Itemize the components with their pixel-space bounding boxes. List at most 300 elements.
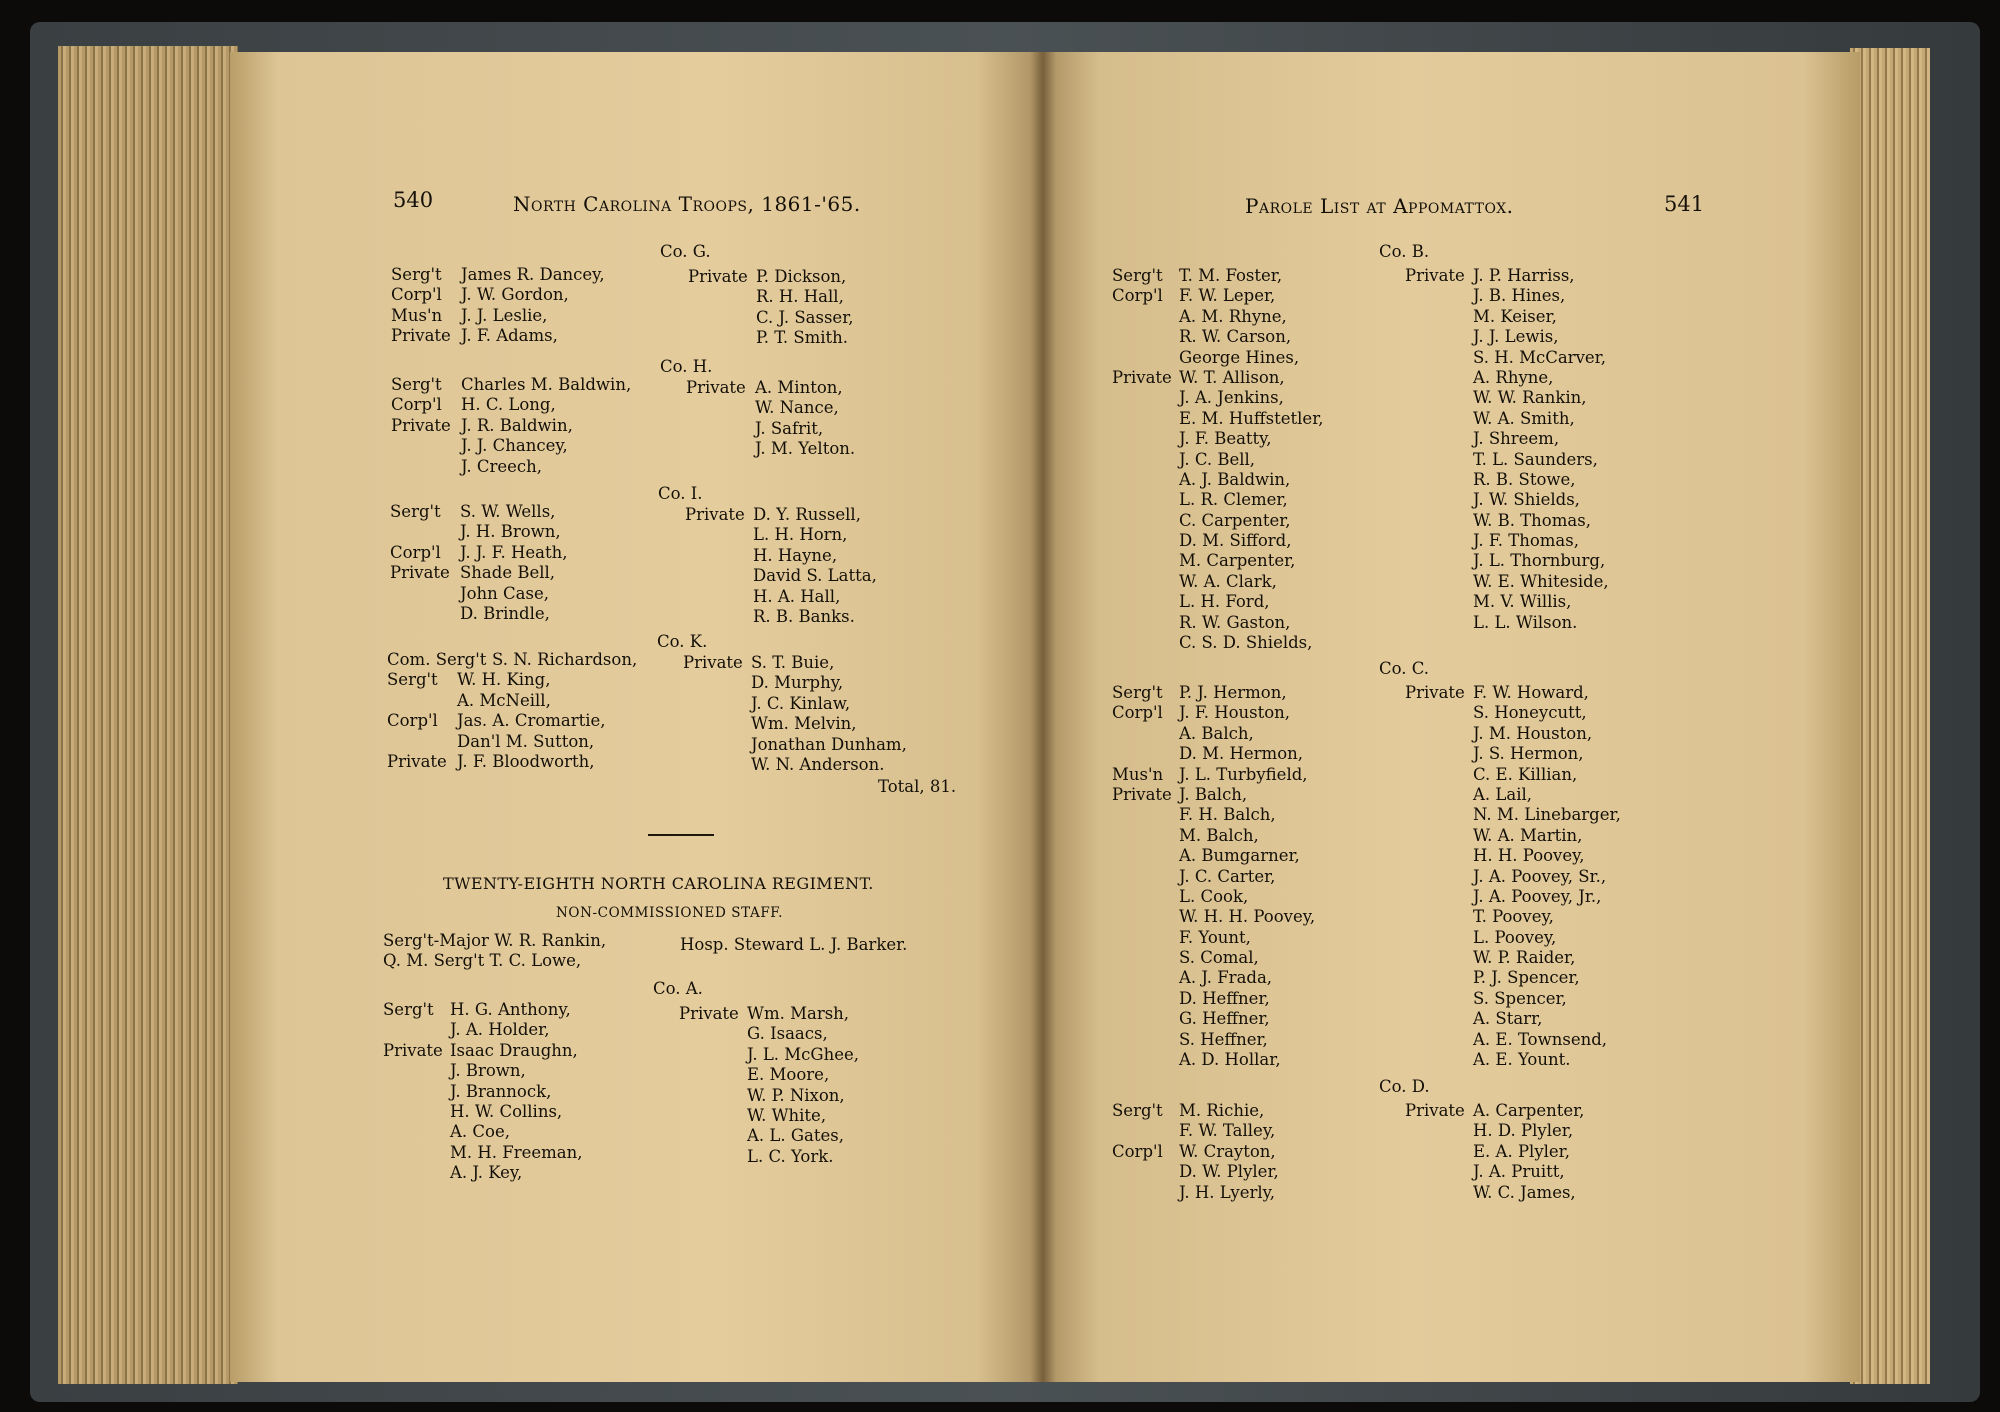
roster-entry: [1405, 1030, 1665, 1050]
soldier-name: John Case,: [460, 583, 549, 603]
soldier-name: D. Brindle,: [460, 603, 550, 623]
soldier-name: H. G. Anthony,: [450, 1000, 571, 1019]
soldier-name: H. H. Poovey,: [1473, 846, 1585, 866]
roster-entry: [1405, 348, 1665, 368]
roster-entry: [1112, 429, 1372, 449]
roster-entry: [688, 267, 928, 287]
soldier-name: S. Heffner,: [1179, 1029, 1268, 1049]
regiment-title: TWENTY-EIGHTH NORTH CAROLINA REGIMENT.: [443, 874, 874, 893]
rank-label: Private: [1405, 1101, 1465, 1120]
roster-entry: [1112, 388, 1372, 408]
rank-label: Serg't: [1112, 1101, 1163, 1120]
soldier-name: W. C. James,: [1473, 1182, 1576, 1202]
roster-entry: [1112, 1142, 1372, 1162]
roster-entry: [1405, 765, 1665, 785]
roster-entry: [1112, 490, 1372, 510]
soldier-name: A. J. Key,: [450, 1163, 523, 1183]
roster-column: [1405, 1101, 1665, 1203]
soldier-name: J. A. Pruitt,: [1473, 1162, 1565, 1182]
company-heading: Co. C.: [1379, 659, 1430, 678]
soldier-name: L. C. York.: [747, 1146, 834, 1166]
soldier-name: J. J. Chancey,: [461, 436, 568, 456]
soldier-name: J. J. Lewis,: [1473, 327, 1559, 347]
roster-entry: [390, 584, 650, 604]
rank-label: Serg't: [391, 375, 442, 394]
roster-entry: [1405, 429, 1665, 449]
roster-entry: [1405, 1050, 1665, 1070]
roster-entry: [683, 735, 923, 755]
soldier-name: S. W. Wells,: [460, 502, 556, 521]
soldier-name: A. M. Rhyne,: [1179, 306, 1287, 326]
rank-label: Private: [1112, 784, 1172, 804]
roster-entry: [390, 563, 650, 583]
roster-entry: [1405, 703, 1665, 723]
rank-label: Private: [390, 563, 450, 583]
roster-entry: [1112, 1050, 1372, 1070]
roster-entry: [391, 285, 651, 305]
soldier-name: H. C. Long,: [461, 395, 556, 415]
soldier-name: T. L. Saunders,: [1473, 449, 1598, 469]
rank-label: Private: [679, 1004, 739, 1023]
company-heading: Co. B.: [1379, 242, 1430, 261]
soldier-name: G. Heffner,: [1179, 1009, 1270, 1029]
rank-label: Corp'l: [1112, 1141, 1163, 1161]
page-edges-right: [1850, 48, 1930, 1384]
soldier-name: Isaac Draughn,: [450, 1040, 578, 1060]
roster-entry: [686, 419, 926, 439]
soldier-name: C. S. D. Shields,: [1179, 633, 1313, 653]
rank-label: Mus'n: [391, 305, 443, 325]
soldier-name: D. M. Sifford,: [1179, 531, 1292, 551]
roster-entry: [1112, 266, 1372, 286]
roster-entry: [1112, 826, 1372, 846]
soldier-name: W. A. Clark,: [1179, 571, 1277, 591]
company-heading: Co. D.: [1379, 1077, 1430, 1096]
rank-label: Private: [683, 653, 743, 672]
soldier-name: R. W. Carson,: [1179, 327, 1292, 347]
soldier-name: J. Brannock,: [450, 1081, 552, 1101]
roster-entry: [683, 714, 923, 734]
soldier-name: W. P. Nixon,: [747, 1085, 845, 1105]
roster-column: [685, 505, 925, 627]
roster-entry: [685, 566, 925, 586]
roster-entry: [391, 457, 651, 477]
soldier-name: W. Crayton,: [1179, 1141, 1276, 1161]
roster-entry: [1112, 744, 1372, 764]
soldier-name: J. Brown,: [450, 1061, 526, 1081]
roster-entry: [1405, 1142, 1665, 1162]
roster-column: [1112, 1101, 1372, 1203]
soldier-name: E. M. Huffstetler,: [1179, 408, 1324, 428]
soldier-name: C. J. Sasser,: [756, 307, 854, 327]
soldier-name: J. L. Turbyfield,: [1179, 764, 1308, 784]
soldier-name: A. J. Frada,: [1179, 968, 1273, 988]
soldier-name: M. Balch,: [1179, 825, 1259, 845]
staff-entry: Q. M. Serg't T. C. Lowe,: [383, 951, 582, 970]
soldier-name: A. D. Hollar,: [1179, 1050, 1281, 1070]
roster-entry: [688, 328, 928, 348]
soldier-name: W. A. Smith,: [1473, 408, 1575, 428]
rank-label: Private: [688, 267, 748, 286]
roster-entry: [1405, 867, 1665, 887]
roster-entry: [1112, 307, 1372, 327]
soldier-name: J. B. Hines,: [1473, 286, 1566, 306]
soldier-name: F. W. Talley,: [1179, 1121, 1276, 1141]
roster-entry: [383, 1163, 643, 1183]
roster-entry: [1112, 511, 1372, 531]
soldier-name: J. A. Holder,: [450, 1020, 550, 1040]
soldier-name: J. A. Poovey, Jr.,: [1473, 886, 1602, 906]
soldier-name: W. W. Rankin,: [1473, 388, 1587, 408]
soldier-name: R. W. Gaston,: [1179, 612, 1291, 632]
roster-entry: [679, 1024, 919, 1044]
soldier-name: A. Starr,: [1473, 1009, 1543, 1029]
right-running-head: Parole List at Appomattox.: [1245, 194, 1514, 218]
roster-entry: [383, 1082, 643, 1102]
roster-entry: [1112, 1101, 1372, 1121]
roster-entry: [1405, 388, 1665, 408]
rank-label: Serg't: [387, 670, 438, 690]
soldier-name: R. H. Hall,: [756, 287, 844, 307]
soldier-name: Wm. Marsh,: [747, 1004, 850, 1023]
roster-entry: [1112, 989, 1372, 1009]
staff-entry: Serg't-Major W. R. Rankin,: [383, 931, 607, 950]
roster-entry: [683, 755, 923, 775]
roster-entry: [391, 375, 651, 395]
soldier-name: J. M. Yelton.: [755, 439, 856, 459]
soldier-name: T. M. Foster,: [1179, 266, 1283, 285]
soldier-name: S. H. McCarver,: [1473, 347, 1606, 367]
roster-entry: [1112, 968, 1372, 988]
roster-entry: [387, 732, 657, 752]
roster-entry: [1112, 785, 1372, 805]
rank-label: Private: [1405, 683, 1465, 702]
staff-entry: Hosp. Steward L. J. Barker.: [680, 935, 908, 954]
roster-entry: [1112, 846, 1372, 866]
roster-entry: [1405, 1183, 1665, 1203]
roster-entry: [383, 1143, 643, 1163]
rank-label: Corp'l: [391, 395, 442, 415]
roster-entry: [1112, 409, 1372, 429]
roster-entry: [1405, 450, 1665, 470]
roster-entry: [679, 1045, 919, 1065]
roster-entry: [383, 1061, 643, 1081]
soldier-name: A. Bumgarner,: [1179, 846, 1300, 866]
soldier-name: W. N. Anderson.: [751, 754, 885, 774]
soldier-name: J. C. Kinlaw,: [751, 693, 851, 713]
soldier-name: H. D. Plyler,: [1473, 1121, 1574, 1141]
rank-label: Private: [1112, 367, 1172, 387]
soldier-name: W. Nance,: [755, 398, 839, 418]
roster-entry: [1405, 846, 1665, 866]
soldier-name: L. Poovey,: [1473, 927, 1557, 947]
rank-label: Serg't: [391, 265, 442, 284]
company-heading: Co. H.: [660, 357, 713, 376]
roster-entry: [683, 653, 923, 673]
roster-entry: [1112, 1183, 1372, 1203]
roster-entry: [1405, 490, 1665, 510]
roster-entry: [1112, 928, 1372, 948]
soldier-name: W. A. Martin,: [1473, 825, 1583, 845]
roster-entry: [1112, 683, 1372, 703]
roster-column: [683, 653, 923, 775]
roster-entry: [1112, 327, 1372, 347]
roster-entry: [1112, 765, 1372, 785]
soldier-name: J. L. McGhee,: [747, 1044, 859, 1064]
soldier-name: J. A. Jenkins,: [1179, 388, 1284, 408]
soldier-name: D. Y. Russell,: [753, 505, 861, 524]
soldier-name: Jonathan Dunham,: [751, 734, 907, 754]
roster-entry: [383, 1102, 643, 1122]
soldier-name: R. B. Stowe,: [1473, 469, 1576, 489]
rank-label: Com. Serg't: [387, 650, 487, 669]
soldier-name: S. Honeycutt,: [1473, 703, 1587, 723]
roster-entry: [683, 673, 923, 693]
soldier-name: A. Rhyne,: [1473, 367, 1554, 387]
soldier-name: L. H. Ford,: [1179, 592, 1270, 612]
left-running-head: North Carolina Troops, 1861-'65.: [513, 192, 861, 216]
roster-entry: [1405, 989, 1665, 1009]
soldier-name: J. F. Bloodworth,: [457, 751, 595, 771]
soldier-name: F. Yount,: [1179, 927, 1251, 947]
roster-entry: [1405, 744, 1665, 764]
staff-title: NON-COMMISSIONED STAFF.: [556, 905, 784, 921]
soldier-name: A. McNeill,: [457, 690, 551, 710]
soldier-name: Charles M. Baldwin,: [461, 375, 632, 394]
soldier-name: J. Safrit,: [755, 418, 824, 438]
roster-entry: [685, 546, 925, 566]
soldier-name: M. H. Freeman,: [450, 1142, 583, 1162]
soldier-name: J. J. Leslie,: [461, 305, 548, 325]
rank-label: Serg't: [383, 1000, 434, 1019]
soldier-name: George Hines,: [1179, 347, 1300, 367]
soldier-name: J. Creech,: [461, 456, 542, 476]
rank-label: Corp'l: [1112, 286, 1163, 306]
rank-label: Corp'l: [391, 285, 442, 305]
company-heading: Co. K.: [657, 632, 708, 651]
soldier-name: Wm. Melvin,: [751, 714, 857, 734]
page-edges-left: [58, 46, 238, 1384]
roster-column: [383, 1000, 643, 1184]
soldier-name: A. E. Townsend,: [1473, 1029, 1608, 1049]
soldier-name: S. Comal,: [1179, 948, 1259, 968]
roster-entry: [383, 1000, 643, 1020]
soldier-name: A. Minton,: [755, 378, 843, 397]
soldier-name: S. Spencer,: [1473, 988, 1567, 1008]
roster-entry: [688, 287, 928, 307]
soldier-name: J. Balch,: [1179, 784, 1248, 804]
soldier-name: J. F. Adams,: [461, 326, 558, 346]
soldier-name: J. H. Lyerly,: [1179, 1182, 1275, 1202]
soldier-name: N. M. Linebarger,: [1473, 805, 1621, 825]
soldier-name: G. Isaacs,: [747, 1024, 828, 1044]
soldier-name: W. T. Allison,: [1179, 367, 1285, 387]
roster-entry: [1112, 633, 1372, 653]
roster-entry: [1405, 368, 1665, 388]
roster-entry: [1405, 907, 1665, 927]
roster-entry: [1112, 450, 1372, 470]
soldier-name: W. H. H. Poovey,: [1179, 907, 1316, 927]
roster-entry: [685, 607, 925, 627]
roster-entry: [679, 1126, 919, 1146]
soldier-name: S. N. Richardson,: [492, 650, 638, 669]
company-heading: Co. A.: [653, 979, 703, 998]
roster-entry: [686, 439, 926, 459]
roster-entry: [1405, 592, 1665, 612]
roster-entry: [1112, 531, 1372, 551]
rank-label: Private: [391, 326, 451, 346]
soldier-name: H. W. Collins,: [450, 1101, 563, 1121]
soldier-name: J. P. Harriss,: [1473, 266, 1575, 285]
roster-entry: [1405, 724, 1665, 744]
soldier-name: Jas. A. Cromartie,: [457, 711, 606, 731]
roster-entry: [390, 522, 650, 542]
roster-entry: [679, 1106, 919, 1126]
left-page-number: 540: [393, 188, 434, 212]
roster-entry: [1405, 286, 1665, 306]
roster-entry: [1112, 1030, 1372, 1050]
rank-label: Mus'n: [1112, 764, 1164, 784]
roster-entry: [1405, 572, 1665, 592]
roster-entry: [1405, 1121, 1665, 1141]
roster-entry: [1405, 887, 1665, 907]
soldier-name: J. L. Thornburg,: [1473, 551, 1606, 571]
soldier-name: E. Moore,: [747, 1065, 830, 1085]
roster-entry: [685, 525, 925, 545]
roster-entry: [686, 378, 926, 398]
rank-label: Serg't: [1112, 683, 1163, 702]
roster-entry: [383, 1041, 643, 1061]
soldier-name: A. Coe,: [450, 1122, 510, 1142]
soldier-name: W. P. Raider,: [1473, 948, 1576, 968]
soldier-name: M. Richie,: [1179, 1101, 1265, 1120]
soldier-name: J. H. Brown,: [460, 522, 561, 542]
roster-entry: [1112, 724, 1372, 744]
roster-entry: [383, 1122, 643, 1142]
soldier-name: W. H. King,: [457, 670, 551, 690]
soldier-name: L. Cook,: [1179, 886, 1249, 906]
roster-entry: [1405, 1101, 1665, 1121]
soldier-name: L. R. Clemer,: [1179, 490, 1288, 510]
roster-entry: [391, 265, 651, 285]
soldier-name: H. Hayne,: [753, 545, 838, 565]
roster-entry: [679, 1004, 919, 1024]
roster-entry: [1405, 826, 1665, 846]
soldier-name: J. S. Hermon,: [1473, 744, 1584, 764]
soldier-name: P. J. Hermon,: [1179, 683, 1287, 702]
roster-column: [391, 265, 651, 347]
roster-column: [1112, 266, 1372, 653]
rank-label: Corp'l: [1112, 703, 1163, 723]
roster-entry: [1112, 867, 1372, 887]
soldier-name: W. E. Whiteside,: [1473, 571, 1609, 591]
soldier-name: C. Carpenter,: [1179, 510, 1291, 530]
soldier-name: S. T. Buie,: [751, 653, 835, 672]
soldier-name: J. C. Bell,: [1179, 449, 1256, 469]
roster-entry: [1112, 887, 1372, 907]
roster-entry: [387, 691, 657, 711]
roster-entry: [387, 650, 657, 670]
soldier-name: F. W. Howard,: [1473, 683, 1589, 702]
roster-entry: [1405, 613, 1665, 633]
soldier-name: A. L. Gates,: [747, 1126, 844, 1146]
total-count: Total, 81.: [878, 777, 957, 796]
soldier-name: J. F. Houston,: [1179, 703, 1291, 723]
soldier-name: J. R. Baldwin,: [461, 415, 573, 435]
roster-entry: [1405, 968, 1665, 988]
roster-entry: [391, 306, 651, 326]
roster-entry: [1112, 551, 1372, 571]
roster-column: [679, 1004, 919, 1167]
roster-entry: [1405, 551, 1665, 571]
roster-column: [390, 502, 650, 624]
roster-entry: [679, 1147, 919, 1167]
rank-label: Corp'l: [390, 542, 441, 562]
roster-entry: [1112, 1162, 1372, 1182]
soldier-name: L. H. Horn,: [753, 525, 848, 545]
roster-entry: [390, 604, 650, 624]
soldier-name: C. E. Killian,: [1473, 764, 1578, 784]
roster-entry: [688, 308, 928, 328]
roster-entry: [391, 416, 651, 436]
soldier-name: J. W. Shields,: [1473, 490, 1580, 510]
roster-entry: [383, 1020, 643, 1040]
soldier-name: P. T. Smith.: [756, 328, 849, 348]
roster-entry: [679, 1086, 919, 1106]
roster-entry: [1405, 1162, 1665, 1182]
soldier-name: W. White,: [747, 1105, 827, 1125]
soldier-name: D. W. Plyler,: [1179, 1162, 1279, 1182]
soldier-name: M. V. Willis,: [1473, 592, 1572, 612]
roster-entry: [1112, 907, 1372, 927]
roster-entry: [387, 752, 657, 772]
company-heading: Co. I.: [658, 484, 703, 503]
roster-entry: [685, 505, 925, 525]
soldier-name: T. Poovey,: [1473, 907, 1554, 927]
roster-entry: [1112, 368, 1372, 388]
soldier-name: P. J. Spencer,: [1473, 968, 1580, 988]
roster-column: [387, 650, 657, 772]
roster-entry: [1112, 613, 1372, 633]
roster-entry: [1112, 470, 1372, 490]
soldier-name: M. Carpenter,: [1179, 551, 1296, 571]
soldier-name: J. W. Gordon,: [461, 285, 569, 305]
soldier-name: James R. Dancey,: [461, 265, 605, 284]
roster-entry: [1112, 1009, 1372, 1029]
rank-label: Private: [685, 505, 745, 524]
roster-entry: [391, 436, 651, 456]
soldier-name: P. Dickson,: [756, 267, 847, 286]
roster-entry: [1405, 470, 1665, 490]
roster-entry: [685, 587, 925, 607]
roster-entry: [686, 398, 926, 418]
roster-column: [1405, 683, 1665, 1070]
soldier-name: A. Balch,: [1179, 723, 1254, 743]
roster-entry: [387, 670, 657, 690]
soldier-name: J. F. Thomas,: [1473, 531, 1579, 551]
soldier-name: A. Carpenter,: [1473, 1101, 1585, 1120]
soldier-name: J. M. Houston,: [1473, 723, 1593, 743]
soldier-name: R. B. Banks.: [753, 606, 855, 626]
rank-label: Serg't: [1112, 266, 1163, 285]
section-divider: [648, 834, 714, 836]
roster-entry: [1405, 409, 1665, 429]
soldier-name: A. E. Yount.: [1473, 1050, 1571, 1070]
rank-label: Private: [383, 1040, 443, 1060]
soldier-name: L. L. Wilson.: [1473, 612, 1578, 632]
soldier-name: J. F. Beatty,: [1179, 429, 1272, 449]
roster-entry: [1405, 683, 1665, 703]
